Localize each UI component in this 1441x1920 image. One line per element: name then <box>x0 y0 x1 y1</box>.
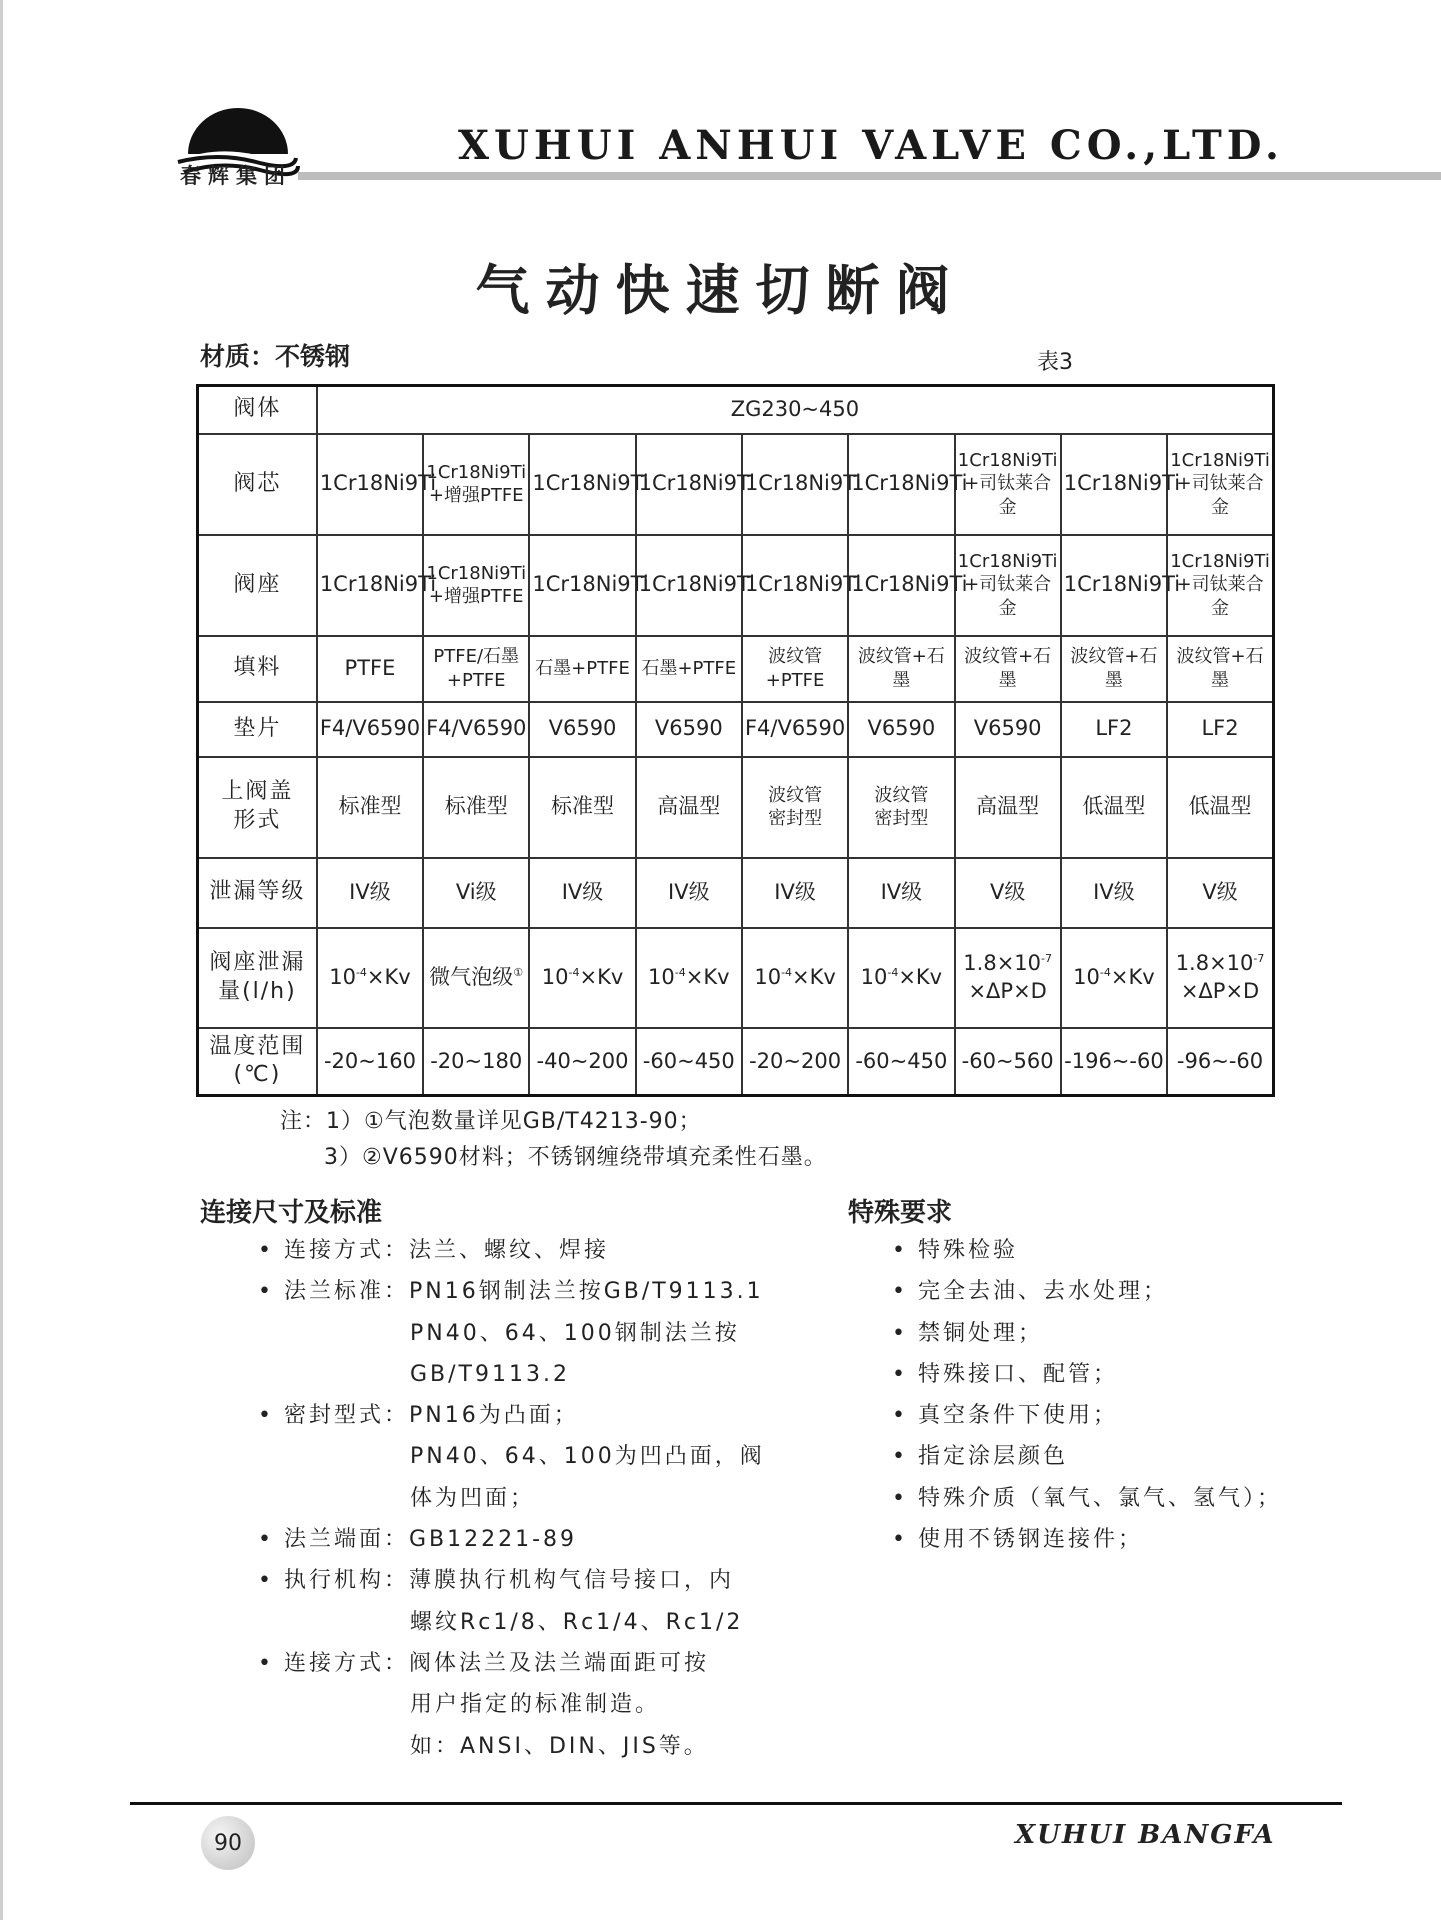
table-row-body <box>198 386 1274 434</box>
table-row <box>198 636 1274 702</box>
table-cell: 1Cr18Ni9Ti +增强PTFE <box>423 535 529 636</box>
footer-divider <box>130 1802 1342 1805</box>
row-header: 阀座泄漏 量(l/h) <box>198 928 317 1028</box>
table-cell: $1.8\times 10^{-7}$ ×ΔP×D <box>955 928 1061 1028</box>
table-cell: 1Cr18Ni9Ti <box>742 434 848 535</box>
table-row <box>198 928 1274 1028</box>
row-header: 阀体 <box>198 386 317 434</box>
table-cell: 标准型 <box>529 757 635 858</box>
table-cell: IV级 <box>742 858 848 928</box>
table-cell: 1Cr18Ni9Ti +司钛莱合金 <box>955 434 1061 535</box>
table-cell: 波纹管+石墨 <box>1167 636 1273 702</box>
table-cell: F4/V6590 <box>742 702 848 757</box>
list-item: • 法兰标准：PN16钢制法兰按GB/T9113.1 <box>258 1279 764 1305</box>
row-header: 阀座 <box>198 535 317 636</box>
table-cell: 标准型 <box>317 757 423 858</box>
table-cell: 1Cr18Ni9Ti <box>529 434 635 535</box>
table-cell: IV级 <box>317 858 423 928</box>
table-cell: 1Cr18Ni9Ti <box>636 434 742 535</box>
table-cell: 1Cr18Ni9Ti <box>848 434 954 535</box>
table-cell: 波纹管+石墨 <box>1061 636 1167 702</box>
table-cell: 1Cr18Ni9Ti +增强PTFE <box>423 434 529 535</box>
table-cell: $10^{-4}\times Kv$ <box>848 928 954 1028</box>
table-cell: 石墨+PTFE <box>529 636 635 702</box>
table-notes <box>280 1104 827 1176</box>
page-number <box>201 1816 255 1870</box>
table-cell: V级 <box>955 858 1061 928</box>
table-cell: 1Cr18Ni9Ti <box>1061 535 1167 636</box>
logo-chinese-text: 春辉集团 <box>180 164 292 188</box>
list-item: 用户指定的标准制造。 <box>410 1692 661 1718</box>
table-cell: IV级 <box>848 858 954 928</box>
table-cell: IV级 <box>1061 858 1167 928</box>
table-cell: -20~200 <box>742 1028 848 1096</box>
list-item: • 执行机构：薄膜执行机构气信号接口，内 <box>258 1568 734 1594</box>
row-header: 填料 <box>198 636 317 702</box>
list-item: PN40、64、100为凹凸面，阀 <box>410 1444 765 1470</box>
table-cell: -40~200 <box>529 1028 635 1096</box>
table-cell: 1Cr18Ni9Ti <box>1061 434 1167 535</box>
table-cell: 波纹管+石墨 <box>955 636 1061 702</box>
table-cell: $10^{-4}\times Kv$ <box>742 928 848 1028</box>
table-row <box>198 858 1274 928</box>
table-cell: 微气泡级① <box>423 928 529 1028</box>
list-item: • 特殊检验 <box>892 1238 1018 1263</box>
table-cell: LF2 <box>1061 702 1167 757</box>
table-cell: $10^{-4}\times Kv$ <box>636 928 742 1028</box>
table-row <box>198 535 1274 636</box>
special-list <box>892 1230 1282 1560</box>
footer-brand: XUHUI BANGFA <box>1015 1820 1276 1850</box>
list-item: • 特殊接口、配管； <box>892 1361 1118 1387</box>
list-item: 如：ANSI、DIN、JIS等。 <box>410 1733 709 1759</box>
table-cell: 1Cr18Ni9Ti <box>636 535 742 636</box>
page-number-text: 90 <box>214 1830 242 1856</box>
table-cell: IV级 <box>636 858 742 928</box>
row-header: 温度范围 (℃) <box>198 1028 317 1096</box>
list-item: • 使用不锈钢连接件； <box>892 1527 1143 1553</box>
table-cell: 波纹管 密封型 <box>848 757 954 858</box>
table-cell: 1Cr18Ni9Ti <box>848 535 954 636</box>
table-cell: PTFE/石墨 +PTFE <box>423 636 529 702</box>
note-2: 3）②V6590材料；不锈钢缠绕带填充柔性石墨。 <box>324 1145 827 1170</box>
page-title: 气动快速切断阀 <box>475 259 966 322</box>
table-cell: $10^{-4}\times Kv$ <box>317 928 423 1028</box>
list-item: • 连接方式：阀体法兰及法兰端面距可按 <box>258 1650 709 1676</box>
table-row <box>198 1028 1274 1096</box>
table-cell: 高温型 <box>955 757 1061 858</box>
list-item: • 完全去油、去水处理； <box>892 1279 1168 1305</box>
row-header: 上阀盖 形式 <box>198 757 317 858</box>
table-number: 表3 <box>1037 350 1073 375</box>
list-item: • 连接方式：法兰、螺纹、焊接 <box>258 1238 609 1263</box>
table-cell: $10^{-4}\times Kv$ <box>1061 928 1167 1028</box>
list-item: • 法兰端面：GB12221-89 <box>258 1527 578 1553</box>
company-name: XUHUI ANHUI VALVE CO.,LTD. <box>458 122 1284 169</box>
table-cell: 高温型 <box>636 757 742 858</box>
table-cell: IV级 <box>529 858 635 928</box>
table-row <box>198 702 1274 757</box>
row-header: 阀芯 <box>198 434 317 535</box>
list-item: • 特殊介质（氧气、氯气、氢气）； <box>892 1485 1282 1511</box>
table-cell: 石墨+PTFE <box>636 636 742 702</box>
table-cell: -96~-60 <box>1167 1028 1273 1096</box>
table-row <box>198 434 1274 535</box>
table-cell: 1Cr18Ni9Ti +司钛莱合金 <box>955 535 1061 636</box>
connection-list <box>258 1230 765 1767</box>
list-item: • 禁铜处理； <box>892 1320 1043 1346</box>
table-cell: 1Cr18Ni9Ti <box>529 535 635 636</box>
list-item: 螺纹Rc1/8、Rc1/4、Rc1/2 <box>410 1609 744 1635</box>
list-item: GB/T9113.2 <box>410 1361 570 1387</box>
material-label: 材质：不锈钢 <box>200 342 351 371</box>
table-cell: 1Cr18Ni9Ti <box>742 535 848 636</box>
table-cell: PTFE <box>317 636 423 702</box>
table-cell: V6590 <box>848 702 954 757</box>
table-cell: 低温型 <box>1061 757 1167 858</box>
table-cell: -196~-60 <box>1061 1028 1167 1096</box>
table-cell: -60~560 <box>955 1028 1061 1096</box>
table-cell: F4/V6590 <box>317 702 423 757</box>
table-cell: 标准型 <box>423 757 529 858</box>
row-header: 垫片 <box>198 702 317 757</box>
note-1: 注：1）①气泡数量详见GB/T4213-90； <box>280 1109 702 1134</box>
table-cell: F4/V6590 <box>423 702 529 757</box>
list-item: • 真空条件下使用； <box>892 1403 1118 1429</box>
connection-section-title: 连接尺寸及标准 <box>200 1198 383 1228</box>
row-header: 泄漏等级 <box>198 858 317 928</box>
table-cell: V6590 <box>955 702 1061 757</box>
table-cell: $10^{-4}\times Kv$ <box>529 928 635 1028</box>
table-cell: 波纹管 密封型 <box>742 757 848 858</box>
spec-table <box>196 384 1275 1097</box>
table-cell: V级 <box>1167 858 1273 928</box>
table-cell: 1Cr18Ni9Ti <box>317 535 423 636</box>
table-cell: LF2 <box>1167 702 1273 757</box>
table-cell: -20~160 <box>317 1028 423 1096</box>
table-row <box>198 757 1274 858</box>
table-cell: Vi级 <box>423 858 529 928</box>
list-item: • 指定涂层颜色 <box>892 1444 1068 1470</box>
table-cell: 波纹管+PTFE <box>742 636 848 702</box>
table-cell: V6590 <box>529 702 635 757</box>
table-cell: 1Cr18Ni9Ti +司钛莱合金 <box>1167 434 1273 535</box>
table-cell: 低温型 <box>1167 757 1273 858</box>
table-cell: $1.8\times 10^{-7}$ ×ΔP×D <box>1167 928 1273 1028</box>
table-cell: 1Cr18Ni9Ti +司钛莱合金 <box>1167 535 1273 636</box>
table-cell: -20~180 <box>423 1028 529 1096</box>
special-section-title: 特殊要求 <box>848 1198 953 1228</box>
list-item: • 密封型式：PN16为凸面； <box>258 1403 579 1429</box>
table-cell: -60~450 <box>848 1028 954 1096</box>
table-cell: V6590 <box>636 702 742 757</box>
header-divider <box>298 172 1441 180</box>
table-cell: -60~450 <box>636 1028 742 1096</box>
table-cell: 1Cr18Ni9Ti <box>317 434 423 535</box>
list-item: PN40、64、100钢制法兰按 <box>410 1320 740 1346</box>
table-cell: 波纹管+石墨 <box>848 636 954 702</box>
list-item: 体为凹面； <box>410 1485 536 1511</box>
table-cell: ZG230~450 <box>317 386 1274 434</box>
